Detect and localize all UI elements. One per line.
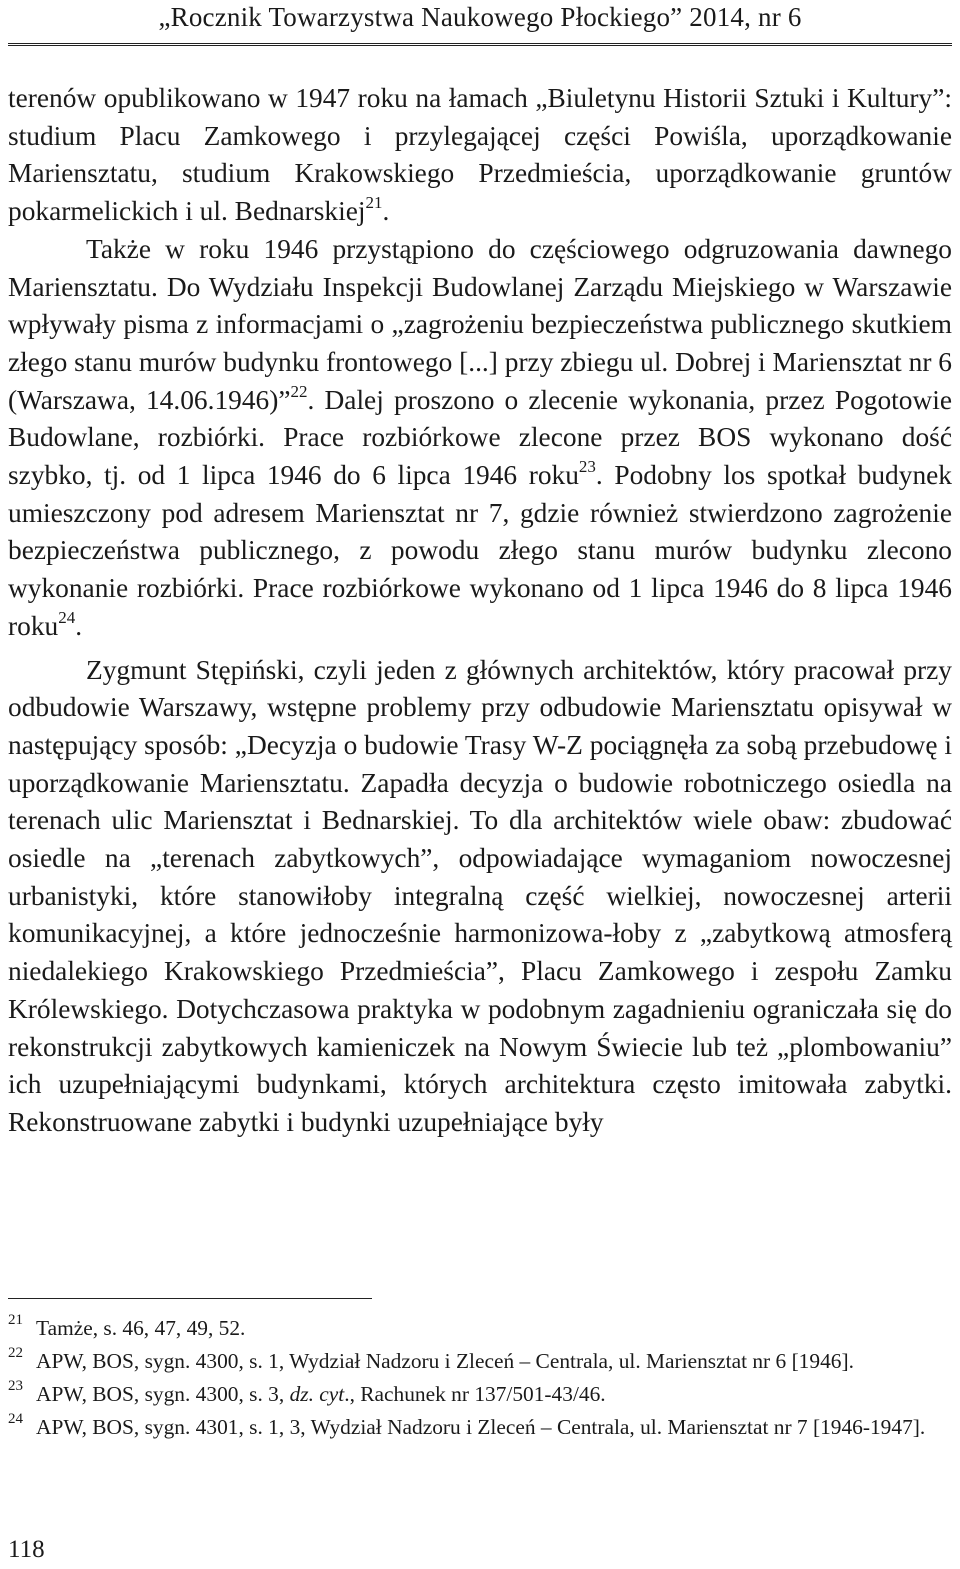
footnote-ref-23[interactable]: 23 [578,456,596,476]
paragraph-2-text-d: . [75,610,83,641]
footnote-number: 22 [8,1345,23,1361]
paragraph-1 [8,80,952,231]
paragraph-2-text-a: Także w roku 1946 przystąpiono do częściowego odgruzowania dawnego Mariensztatu. Do Wydziału Inspekcji Budowlanej Zarządu Miejskiego w Warszawie wpływały pisma z informacjami o „zagrożeniu bezpieczeństwa publicznego skutkiem złego stanu murów budynku frontowego [...] przy zbiegu ul. Dobrej i Mariensztat nr 6 (Warszawa, 14.06.1946)” [8,233,952,415]
footnote-ref-24[interactable]: 24 [58,607,76,627]
paragraph-2-text-c: . Podobny los spotkał budynek umieszczony pod adresem Mariensztat nr 7, gdzie również stwierdzono zagrożenie bezpieczeństwa publicznego, z powodu złego stanu murów budynku zlecono wykonanie rozbiórki. Prace rozbiórkowe wykonano od 1 lipca 1946 do 8 lipca 1946 roku [8,460,952,641]
footnote-text: Tamże, s. 46, 47, 49, 52. [36,1316,246,1340]
footnote-number: 24 [8,1411,23,1427]
footnote-text-italic: dz. cyt [289,1382,345,1406]
footnote-22 [8,1345,952,1378]
paragraph-2-text-b: . Dalej proszono o zlecenie wykonania, przez Pogotowie Budowlane, rozbiórki. Prace rozbiórkowe zlecone przez BOS wykonano dość szybko, tj. od 1 lipca 1946 do 6 lipca 1946 roku [8,384,953,491]
footnote-23 [8,1378,952,1411]
footnote-21 [8,1312,952,1345]
footnote-text: APW, BOS, sygn. 4301, s. 1, 3, Wydział Nadzoru i Zleceń – Centrala, ul. Mariensztat nr 7 [1946-1947]. [36,1415,926,1439]
paragraph-1-text-a: terenów opublikowano w 1947 roku na łamach „Biuletynu Historii Sztuki i Kultury”: studium Placu Zamkowego i przylegającej części Powiśla, uporządkowanie Mariensztatu, studium Krakowskiego Przedmieścia, uporządkowanie gruntów pokarmelickich i ul. Bednarskiej [8,83,952,227]
page-number: 118 [8,1536,45,1563]
header-rule [8,43,952,46]
paragraph-2 [8,231,952,646]
footnote-separator [8,1298,372,1299]
footnote-ref-22[interactable]: 22 [290,381,308,401]
footnote-ref-21[interactable]: 21 [365,192,383,212]
running-header: „Rocznik Towarzystwa Naukowego Płockiego” 2014, nr 6 [158,2,802,32]
footnote-number: 21 [8,1312,23,1328]
footnote-24 [8,1411,952,1444]
paragraph-1-text-b: . [382,196,390,227]
footnote-number: 23 [8,1378,23,1394]
paragraph-3 [8,652,952,1142]
footnote-text-a: APW, BOS, sygn. 4300, s. 3, [36,1382,290,1406]
footnote-text: APW, BOS, sygn. 4300, s. 1, Wydział Nadzoru i Zleceń – Centrala, ul. Mariensztat nr 6 [1946]. [36,1349,854,1373]
footnotes [8,1312,952,1444]
body-text [8,80,952,1142]
footnote-text-b: ., Rachunek nr 137/501-43/46. [344,1382,606,1406]
paragraph-3-text: Zygmunt Stępiński, czyli jeden z głównych architektów, który pracował przy odbudowie Warszawy, wstępne problemy przy odbudowie Mariensztatu opisywał w następujący sposób: „Decyzja o budowie Trasy W-Z pociągnęła za sobą przebudowę i uporządkowanie Mariensztatu. Zapadła decyzja o budowie robotniczego osiedla na terenach ulic Mariensztat i Bednarskiej. To dla architektów wiele obaw: zbudować osiedle na „terenach zabytkowych”, odpowiadające wymaganiom nowoczesnej urbanistyki, które stanowiłoby integralną część wielkiej, nowoczesnej arterii komunikacyjnej, a które jednocześnie harmonizowa-łoby z „zabytkową atmosferą niedalekiego Krakowskiego Przedmieścia”, Placu Zamkowego i zespołu Zamku Królewskiego. Dotychczasowa praktyka w podobnym zagadnieniu ograniczała się do rekonstrukcji zabytkowych kamieniczek na Nowym Świecie lub też „plombowaniu” ich uzupełniającymi budynkami, których architektura często imitowała zabytki. Rekonstruowane zabytki i budynki uzupełniające były [8,654,952,1137]
